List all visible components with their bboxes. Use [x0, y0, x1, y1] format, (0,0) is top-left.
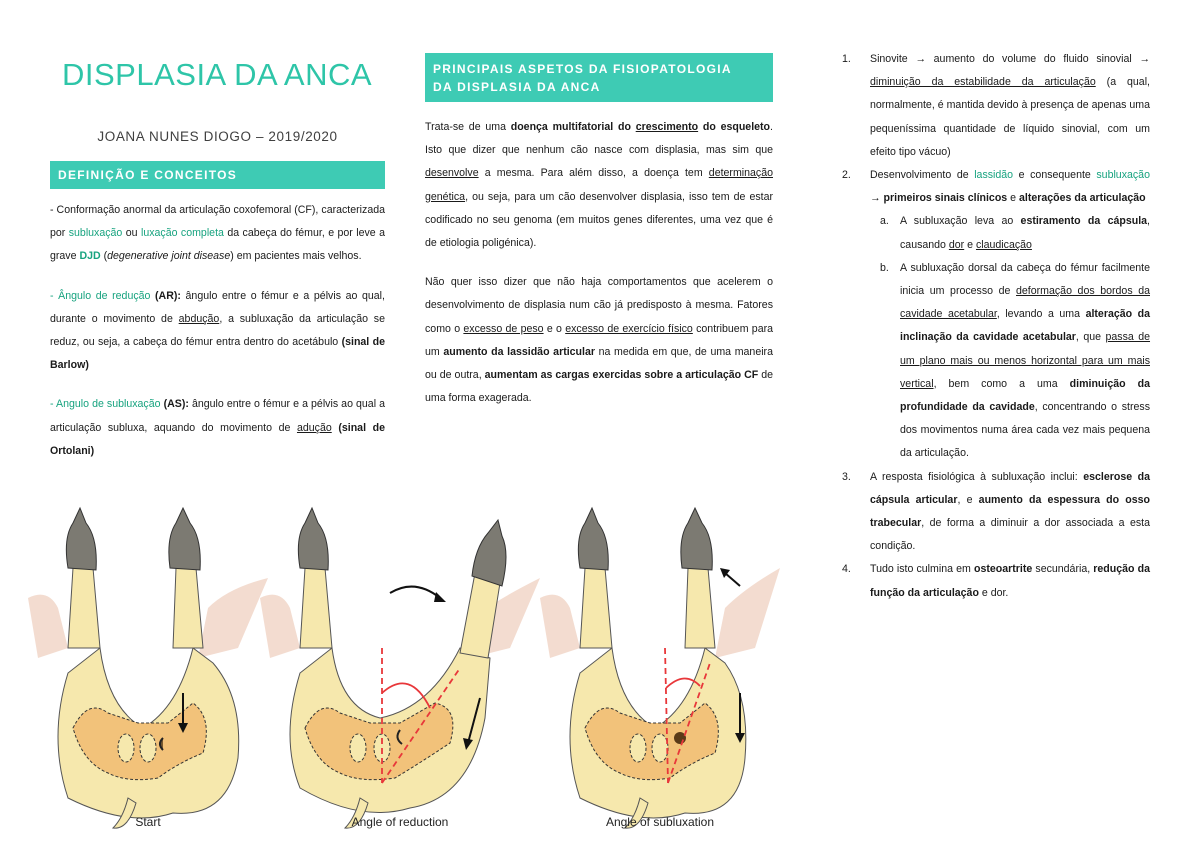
caption-angle-of-reduction: Angle of reduction: [351, 815, 449, 829]
curved-arrow-icon: [390, 587, 440, 598]
term-djd: DJD: [79, 250, 101, 263]
list-item: 3. A resposta fisiológica à subluxação inclui: esclerose da cápsula articular, e aumento da espessura do osso trabecular, de forma a diminuir a dor associada a esta condição.: [842, 470, 1150, 553]
sign-ortolani: (sinal de Ortolani): [50, 421, 385, 457]
panel-angle-of-subluxation: [540, 498, 780, 843]
term-angulo-reducao: Ângulo de redução: [58, 289, 151, 302]
sign-barlow: (sinal de Barlow): [50, 336, 385, 372]
angle-subluxation-paragraph: - Angulo de subluxação (AS): ângulo entre o fémur e a pélvis ao qual a articulação subluxa, aquando do movimento de adução (sinal de Ortolani): [50, 398, 386, 457]
list-item: 4. Tudo isto culmina em osteoartrite secundária, redução da função da articulação e dor.: [842, 563, 1150, 599]
panel-angle-of-reduction: [260, 498, 540, 843]
document-title: DISPLASIA DA ANCA: [62, 57, 373, 92]
caption-start: Start: [135, 815, 161, 829]
paw-icon: [578, 508, 608, 570]
pathophysiology-steps-list: [842, 48, 1150, 605]
angle-reduction-paragraph: - Ângulo de redução (AR): ângulo entre o fémur e a pélvis ao qual, durante o movimento de abdução, a subluxação da articulação se reduz, ou seja, a cabeça do fémur entra dentro do acetábulo (sinal de Barlow): [50, 289, 385, 372]
pelvis-subluxation-illustration: [540, 498, 780, 843]
paw-icon: [169, 508, 200, 570]
hip-dysplasia-illustration: [28, 498, 788, 843]
sub-list-item: a. A subluxação leva ao estiramento da cápsula, causando dor e claudicação: [880, 215, 1150, 251]
caption-angle-of-subluxation: Angle of subluxation: [605, 815, 715, 829]
term-angulo-subluxacao: Angulo de subluxação: [56, 398, 161, 411]
list-item: 2. Desenvolvimento de lassidão e consequente subluxação → primeiros sinais clínicos e alterações da articulação a. A subluxação leva ao estiramento da cápsula, causando dor e claudicação b. A subluxação dorsal da cabeça do fémur facilmente inicia um processo de deformação dos bordos da cavidade acetabular, levando a uma alteração da inclinação da cavidade acetabular, que passa de um plano mais ou menos horizontal para um mais vertical, bem como a uma diminuição da profundidade da cavidade, concentrando o stress dos movimentos numa área cada vez mais pequena da articulação.: [842, 164, 1150, 466]
list-item: 1. Sinovite → aumento do volume do fluido sinovial → diminuição da estabilidade da articulação (a qual, normalmente, é mantida devido à presença de apenas uma pequeníssima quantidade de líquido sinovial, com um efeito tipo vácuo): [842, 53, 1150, 158]
middle-column: [425, 53, 773, 426]
pathophysiology-paragraph-1: Trata-se de uma doença multifatorial do crescimento do esqueleto. Isto que dizer que nenhum cão nasce com displasia, mas sim que desenvolve a mesma. Para além disso, a doença tem determinação genética, ou seja, para um cão desenvolver displasia, isso tem de estar codificado no seu genoma (em muitos genes diferentes, uma vez que é de etiologia poligénica).: [425, 121, 773, 250]
pelvis-start-illustration: [28, 498, 268, 843]
definition-paragraph: - Conformação anormal da articulação coxofemoral (CF), caracterizada por subluxação ou luxação completa da cabeça do fémur, e por leve a grave DJD (degenerative joint disease) em pacientes mais velhos.: [50, 204, 385, 263]
left-column: [50, 55, 385, 479]
arrow-push-icon: [725, 573, 740, 586]
panel-start: [28, 498, 268, 843]
author-line: JOANA NUNES DIOGO – 2019/2020: [97, 129, 338, 144]
term-luxacao-completa: luxação completa: [140, 227, 224, 240]
section-header-fisiopatologia: PRINCIPAIS ASPETOS DA FISIOPATOLOGIA DA DISPLASIA DA ANCA: [425, 53, 773, 102]
term-subluxacao: subluxação: [68, 227, 123, 240]
right-column: [842, 48, 1150, 605]
section-header-definicao: DEFINIÇÃO E CONCEITOS: [50, 161, 385, 189]
pathophysiology-paragraph-2: Não quer isso dizer que não haja comportamentos que acelerem o desenvolvimento de displasia num cão já predisposto à mesma. Fatores como o excesso de peso e o excesso de exercício físico contribuem para um aumento da lassidão articular na medida em que, de uma maneira ou de outra, aumentam as cargas exercidas sobre a articulação CF de uma forma exagerada.: [425, 276, 774, 405]
sub-list-item: b. A subluxação dorsal da cabeça do fémur facilmente inicia um processo de deformação dos bordos da cavidade acetabular, levando a uma alteração da inclinação da cavidade acetabular, que passa de um plano mais ou menos horizontal para um mais vertical, bem como a uma diminuição da profundidade da cavidade, concentrando o stress dos movimentos numa área cada vez mais pequena da articulação.: [880, 261, 1151, 460]
paw-icon: [66, 508, 96, 570]
pelvis-reduction-illustration: [260, 498, 540, 843]
sub-list: [870, 210, 1150, 465]
paw-icon: [681, 508, 712, 570]
paw-icon: [298, 508, 328, 570]
paw-icon: [472, 520, 506, 586]
